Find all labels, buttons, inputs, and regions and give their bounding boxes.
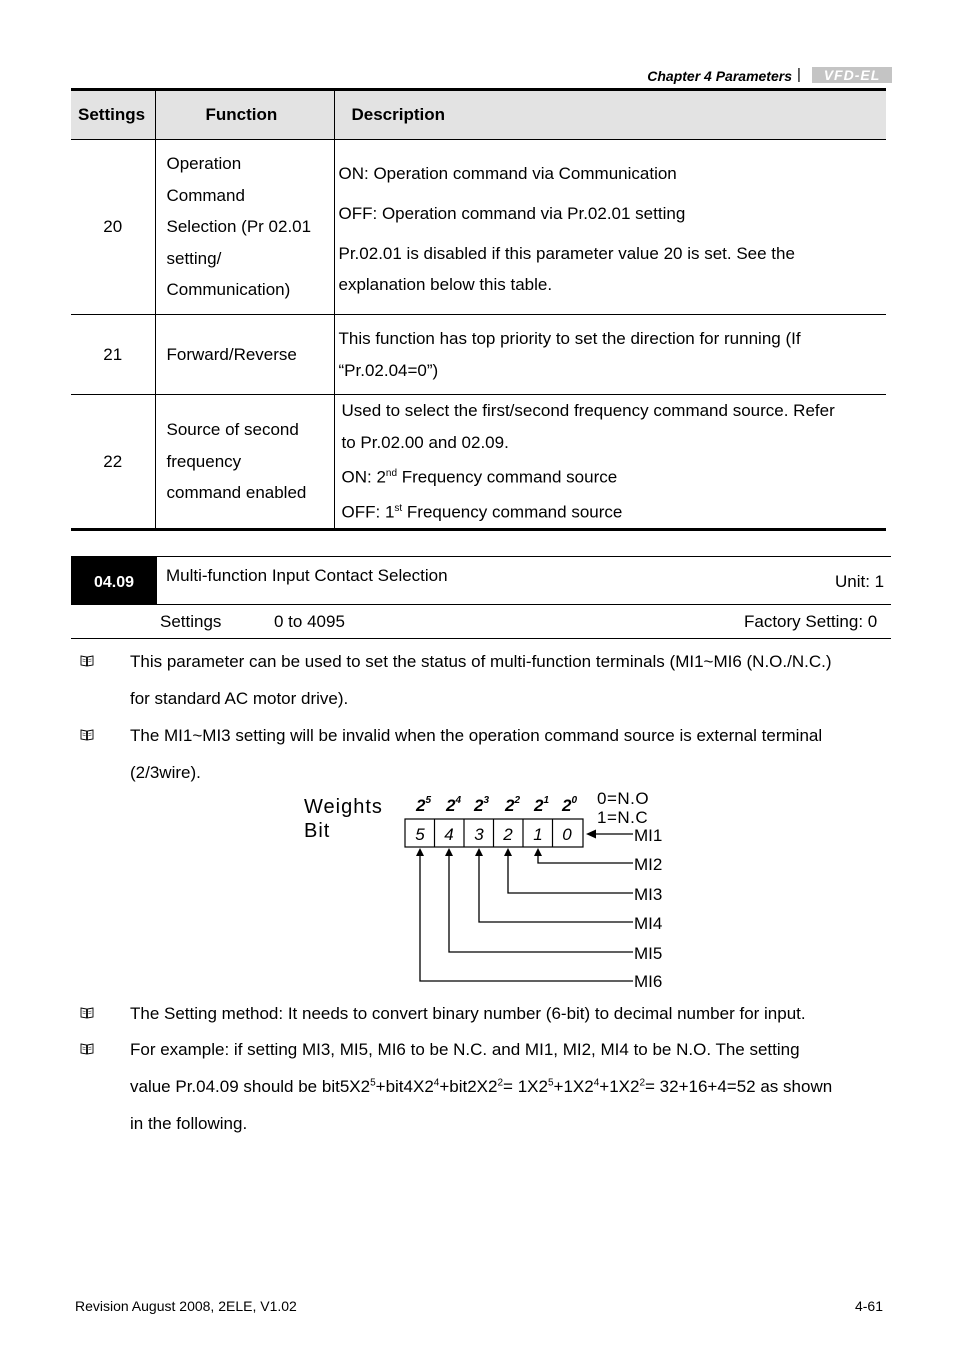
table-row [71, 140, 886, 315]
description-line: Pr.02.01 is disabled if this parameter value 20 is set. See the [338, 244, 795, 263]
description-cell [334, 140, 886, 315]
svg-text:MI1: MI1 [634, 826, 663, 845]
table-row [71, 315, 886, 395]
book-icon [80, 729, 94, 741]
svg-text:25: $2^5$ [416, 795, 432, 815]
note-paragraph: The Setting method: It needs to convert binary number (6-bit) to decimal number for input. [130, 1004, 806, 1023]
book-icon [80, 1007, 94, 1019]
vfd-el-logo [812, 67, 892, 83]
page-number: 4-61 [854, 1298, 883, 1314]
svg-text:MI5: MI5 [634, 944, 663, 963]
svg-text:21: $2^1$ [534, 795, 550, 815]
setting-value: 20 [71, 140, 155, 315]
factory-setting: Factory Setting: 0 [744, 612, 878, 631]
legend-nc: 1=N.C [597, 808, 649, 827]
col-header-function: Function [155, 90, 334, 140]
table-row [71, 395, 886, 530]
description-line: OFF: Operation command via Pr.02.01 setting [338, 204, 686, 223]
header-separator: | [797, 66, 801, 83]
function-cell [155, 140, 334, 315]
param-code-badge: 04.09 [71, 557, 157, 604]
param-title: Multi-function Input Contact Selection [166, 566, 448, 585]
svg-text:20: $2^0$ [562, 795, 578, 815]
footer-revision: Revision August 2008, 2ELE, V1.02 [75, 1298, 297, 1314]
description-line: “Pr.02.04=0”) [338, 360, 439, 380]
description-line: explanation below this table. [338, 275, 553, 294]
bit-label: Bit [304, 820, 331, 842]
note-paragraph: The MI1~MI3 setting will be invalid when the operation command source is external terminal (2/3wire). [130, 726, 823, 782]
svg-text:0: 0 [562, 825, 572, 844]
function-cell [155, 315, 334, 395]
description-line: This function has top priority to set the direction for running (If [338, 328, 801, 348]
svg-text:MI4: MI4 [634, 914, 663, 933]
description-cell [334, 315, 886, 395]
description-line: OFF: 1st Frequency command source [341, 502, 623, 522]
svg-text:MI2: MI2 [634, 855, 663, 874]
legend-no: 0=N.O [597, 789, 650, 808]
svg-text:MI6: MI6 [634, 972, 663, 991]
svg-text:MI3: MI3 [634, 885, 663, 904]
chapter-title: Chapter 4 Parameters [647, 68, 792, 84]
weights-label: Weights [304, 796, 383, 818]
param-mid-rule [71, 604, 891, 605]
function-cell [155, 395, 334, 530]
settings-table [71, 88, 886, 531]
svg-text:4: 4 [444, 825, 454, 844]
param-unit: Unit: 1 [835, 572, 885, 591]
param-bottom-rule [71, 638, 891, 639]
setting-value: 22 [71, 395, 155, 530]
function-line: Forward/Reverse [166, 344, 297, 364]
description-cell [334, 395, 886, 530]
svg-text:3: 3 [474, 825, 484, 844]
function-line: frequency [166, 451, 242, 471]
book-icon [80, 655, 94, 667]
description-line: Used to select the first/second frequency command source. Refer [341, 401, 835, 420]
svg-text:5: 5 [415, 825, 425, 844]
function-line: Command [166, 185, 245, 205]
bit-weight-diagram [300, 785, 680, 995]
function-line: Communication) [166, 280, 291, 300]
svg-text:2: 2 [503, 825, 513, 844]
logo-text: VFD-EL [823, 67, 881, 83]
function-line: command enabled [166, 483, 307, 503]
svg-text:24: $2^4$ [446, 795, 462, 815]
mi-labels [634, 826, 662, 991]
col-header-settings: Settings [71, 90, 155, 140]
svg-text:23: $2^3$ [474, 795, 490, 815]
svg-text:1: 1 [533, 825, 543, 844]
param-top-rule [71, 556, 891, 557]
description-line: ON: Operation command via Communication [338, 164, 677, 183]
book-icon [80, 1043, 94, 1055]
function-line: setting/ [166, 248, 222, 268]
settings-label: Settings [160, 612, 222, 631]
svg-text:22: $2^2$ [505, 795, 521, 815]
function-line: Source of second [166, 420, 299, 440]
weight-exponents [415, 795, 577, 815]
description-line: to Pr.02.00 and 02.09. [341, 432, 509, 452]
note-paragraph: This parameter can be used to set the status of multi-function terminals (MI1~MI6 (N.O./N.C.) for standard AC motor drive). [130, 652, 832, 708]
col-header-description: Description [334, 90, 886, 140]
note-paragraph: For example: if setting MI3, MI5, MI6 to be N.C. and MI1, MI2, MI4 to be N.O. The setting value Pr.04.09 should be $bit5X2^5+bit4X2^4+bit2X2^2= 1X2^5+1X2^4+1X2^2= 32+16+4=52$ as shown in the following. [130, 1040, 833, 1133]
table-header-row [71, 90, 886, 140]
function-line: Operation [166, 154, 242, 174]
setting-value: 21 [71, 315, 155, 395]
description-line: ON: 2nd Frequency command source [341, 467, 618, 487]
settings-range: 0 to 4095 [274, 612, 345, 631]
function-line: Selection (Pr 02.01 [166, 217, 312, 237]
